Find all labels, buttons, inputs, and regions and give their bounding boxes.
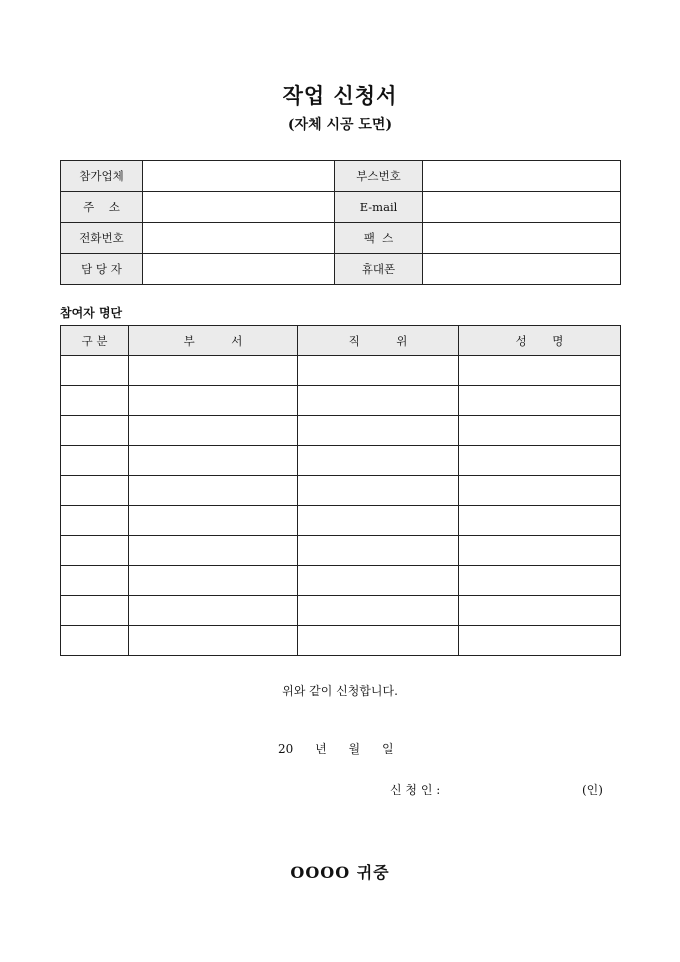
position-cell[interactable] — [298, 536, 459, 566]
date-line — [278, 740, 412, 757]
application-statement: 위와 같이 신청합니다. — [282, 684, 398, 698]
table-row — [61, 476, 621, 506]
department-cell[interactable] — [129, 356, 298, 386]
document-title: 작업 신청서 — [282, 83, 398, 108]
manager-field[interactable] — [143, 254, 335, 285]
date-month-label: 월 — [348, 742, 361, 756]
name-cell[interactable] — [459, 416, 621, 446]
table-row — [61, 356, 621, 386]
address-field[interactable] — [143, 192, 335, 223]
booth-number-label: 부스번호 — [335, 161, 423, 192]
department-cell[interactable] — [129, 446, 298, 476]
company-name-field[interactable] — [143, 161, 335, 192]
table-row — [61, 161, 621, 192]
table-row — [61, 386, 621, 416]
mobile-field[interactable] — [423, 254, 621, 285]
position-cell[interactable] — [298, 596, 459, 626]
department-cell[interactable] — [129, 566, 298, 596]
company-info-table — [60, 160, 621, 285]
department-cell[interactable] — [129, 536, 298, 566]
department-cell[interactable] — [129, 416, 298, 446]
division-cell[interactable] — [61, 596, 129, 626]
name-cell[interactable] — [459, 506, 621, 536]
position-cell[interactable] — [298, 506, 459, 536]
roster-section-title: 참여자 명단 — [60, 306, 123, 320]
name-cell[interactable] — [459, 536, 621, 566]
department-cell[interactable] — [129, 476, 298, 506]
email-label: E-mail — [335, 192, 423, 223]
booth-number-field[interactable] — [423, 161, 621, 192]
table-row — [61, 506, 621, 536]
column-header-name: 성 명 — [459, 326, 621, 356]
date-year-label: 년 — [315, 742, 327, 756]
column-header-division: 구 분 — [61, 326, 129, 356]
table-row — [61, 192, 621, 223]
department-cell[interactable] — [129, 386, 298, 416]
manager-label: 담 당 자 — [61, 254, 143, 285]
fax-label: 팩 스 — [335, 223, 423, 254]
position-cell[interactable] — [298, 446, 459, 476]
document-subtitle: (자체 시공 도면) — [287, 117, 393, 133]
column-header-position: 직 위 — [298, 326, 459, 356]
recipient-line: OOOO 귀중 — [290, 863, 390, 882]
table-row — [61, 596, 621, 626]
division-cell[interactable] — [61, 506, 129, 536]
mobile-label: 휴대폰 — [335, 254, 423, 285]
phone-field[interactable] — [143, 223, 335, 254]
email-field[interactable] — [423, 192, 621, 223]
name-cell[interactable] — [459, 476, 621, 506]
division-cell[interactable] — [61, 626, 129, 656]
division-cell[interactable] — [61, 476, 129, 506]
name-cell[interactable] — [459, 446, 621, 476]
position-cell[interactable] — [298, 386, 459, 416]
address-label: 주 소 — [61, 192, 143, 223]
name-cell[interactable] — [459, 386, 621, 416]
table-row — [61, 626, 621, 656]
position-cell[interactable] — [298, 626, 459, 656]
table-row — [61, 566, 621, 596]
division-cell[interactable] — [61, 416, 129, 446]
division-cell[interactable] — [61, 356, 129, 386]
position-cell[interactable] — [298, 476, 459, 506]
division-cell[interactable] — [61, 566, 129, 596]
participant-roster-table — [60, 325, 621, 656]
date-day-label: 일 — [381, 742, 394, 756]
table-row — [61, 223, 621, 254]
name-cell[interactable] — [459, 566, 621, 596]
department-cell[interactable] — [129, 506, 298, 536]
name-cell[interactable] — [459, 626, 621, 656]
department-cell[interactable] — [129, 596, 298, 626]
name-cell[interactable] — [459, 596, 621, 626]
date-year: 20 — [278, 742, 294, 756]
division-cell[interactable] — [61, 446, 129, 476]
position-cell[interactable] — [298, 566, 459, 596]
division-cell[interactable] — [61, 386, 129, 416]
position-cell[interactable] — [298, 356, 459, 386]
table-row — [61, 416, 621, 446]
fax-field[interactable] — [423, 223, 621, 254]
name-cell[interactable] — [459, 356, 621, 386]
company-name-label: 참가업체 — [61, 161, 143, 192]
column-header-department: 부 서 — [129, 326, 298, 356]
roster-header-row — [61, 326, 621, 356]
applicant-label: 신 청 인 : — [390, 783, 441, 797]
table-row — [61, 446, 621, 476]
table-row — [61, 536, 621, 566]
position-cell[interactable] — [298, 416, 459, 446]
table-row — [61, 254, 621, 285]
department-cell[interactable] — [129, 626, 298, 656]
phone-label: 전화번호 — [61, 223, 143, 254]
seal-mark: (인) — [582, 783, 603, 797]
division-cell[interactable] — [61, 536, 129, 566]
